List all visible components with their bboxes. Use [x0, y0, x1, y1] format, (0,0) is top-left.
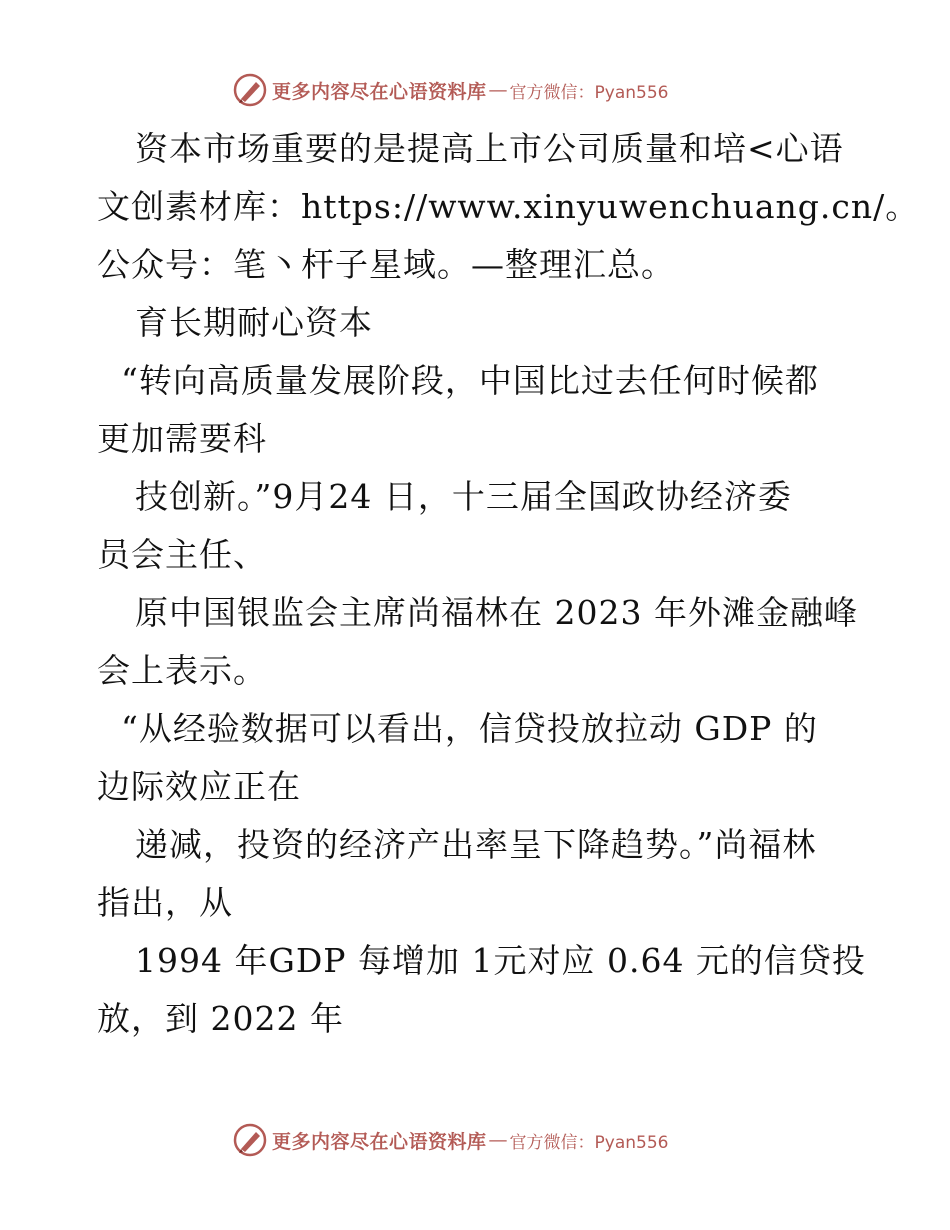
text-line: 公众号：笔丶杆子星域。—整理汇总。: [97, 245, 675, 284]
text-line: 文创素材库：https://www.xinyuwenchuang.cn/。: [97, 187, 920, 226]
watermark-separator: —: [488, 1129, 508, 1151]
pen-logo-icon: [232, 72, 268, 108]
text-line: “从经验数据可以看出，信贷投放拉动 GDP 的: [121, 709, 818, 748]
watermark-separator: —: [488, 79, 508, 101]
text-line: 指出，从: [97, 883, 233, 922]
document-body: [97, 120, 920, 1048]
text-line: 更加需要科: [97, 419, 267, 458]
watermark-text: 更多内容尽在心语资料库: [272, 80, 487, 103]
text-line: 资本市场重要的是提高上市公司质量和培<心语: [135, 129, 844, 168]
text-line: 放，到 2022 年: [97, 999, 344, 1038]
text-line: 会上表示。: [97, 651, 267, 690]
watermark-text: 更多内容尽在心语资料库: [272, 1130, 487, 1153]
text-line: 原中国银监会主席尚福林在 2023 年外滩金融峰: [135, 593, 858, 632]
pen-logo-icon: [232, 1122, 268, 1158]
text-line: 边际效应正在: [97, 767, 301, 806]
text-line: 育长期耐心资本: [135, 303, 373, 342]
watermark-footer: [232, 1120, 752, 1160]
text-line: 1994 年GDP 每增加 1元对应 0.64 元的信贷投: [135, 941, 866, 980]
text-line: “转向高质量发展阶段，中国比过去任何时候都: [121, 361, 819, 400]
watermark-contact: 官方微信：Pyan556: [509, 82, 669, 103]
text-line: 递减，投资的经济产出率呈下降趋势。”尚福林: [135, 825, 817, 864]
text-line: 技创新。”9月24 日，十三届全国政协经济委: [135, 477, 792, 516]
watermark-contact: 官方微信：Pyan556: [509, 1132, 669, 1153]
text-line: 员会主任、: [97, 535, 267, 574]
watermark-header: [232, 70, 752, 110]
